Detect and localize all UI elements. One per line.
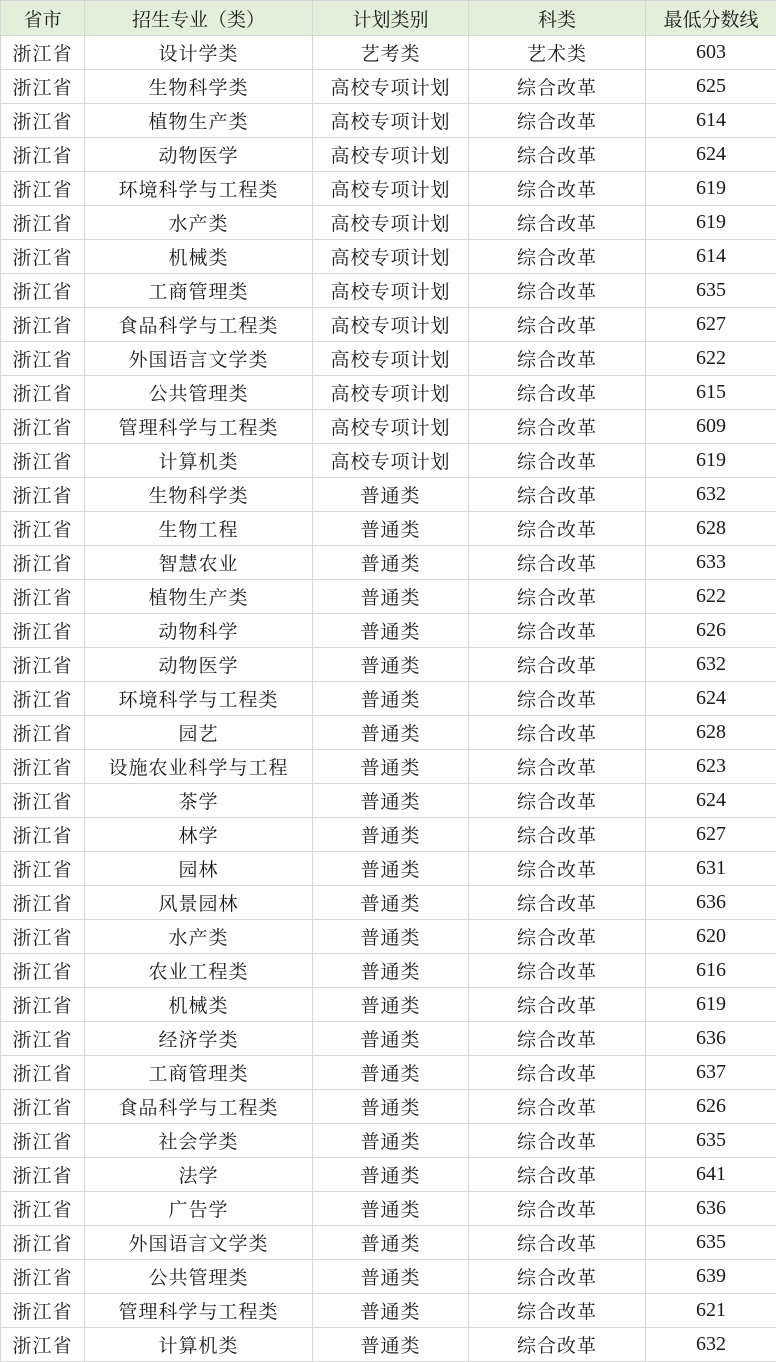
cell-min-score: 636 [646,1022,776,1056]
cell-min-score: 624 [646,138,776,172]
cell-major: 水产类 [85,206,313,240]
cell-province: 浙江省 [1,1192,85,1226]
table-header [1,1,776,36]
table-body [1,36,776,1362]
cell-province: 浙江省 [1,988,85,1022]
cell-plan-type: 普通类 [313,1192,469,1226]
cell-plan-type: 高校专项计划 [313,172,469,206]
cell-min-score: 639 [646,1260,776,1294]
cell-plan-type: 普通类 [313,1260,469,1294]
cell-major: 工商管理类 [85,1056,313,1090]
table-row [1,512,776,546]
cell-major: 工商管理类 [85,274,313,308]
cell-province: 浙江省 [1,240,85,274]
table-row [1,172,776,206]
cell-plan-type: 普通类 [313,852,469,886]
cell-province: 浙江省 [1,342,85,376]
cell-plan-type: 普通类 [313,478,469,512]
cell-major: 环境科学与工程类 [85,172,313,206]
table-row [1,1056,776,1090]
header-major: 招生专业（类） [85,1,313,36]
cell-plan-type: 普通类 [313,920,469,954]
cell-major: 计算机类 [85,444,313,478]
table-row [1,682,776,716]
cell-plan-type: 普通类 [313,512,469,546]
cell-min-score: 632 [646,1328,776,1362]
cell-major: 生物工程 [85,512,313,546]
cell-province: 浙江省 [1,1124,85,1158]
header-subject-type: 科类 [469,1,646,36]
cell-min-score: 627 [646,308,776,342]
cell-major: 农业工程类 [85,954,313,988]
cell-major: 水产类 [85,920,313,954]
cell-subject-type: 综合改革 [469,1056,646,1090]
cell-plan-type: 普通类 [313,546,469,580]
cell-plan-type: 艺考类 [313,36,469,70]
cell-subject-type: 综合改革 [469,614,646,648]
cell-plan-type: 普通类 [313,1226,469,1260]
cell-min-score: 609 [646,410,776,444]
cell-major: 机械类 [85,988,313,1022]
cell-province: 浙江省 [1,648,85,682]
cell-plan-type: 普通类 [313,954,469,988]
cell-province: 浙江省 [1,580,85,614]
table-row [1,886,776,920]
cell-plan-type: 普通类 [313,886,469,920]
cell-major: 管理科学与工程类 [85,1294,313,1328]
cell-subject-type: 综合改革 [469,1226,646,1260]
cell-province: 浙江省 [1,1260,85,1294]
cell-subject-type: 综合改革 [469,376,646,410]
cell-subject-type: 综合改革 [469,410,646,444]
cell-major: 林学 [85,818,313,852]
table-row [1,70,776,104]
cell-province: 浙江省 [1,716,85,750]
cell-min-score: 624 [646,682,776,716]
cell-plan-type: 普通类 [313,1056,469,1090]
cell-major: 动物科学 [85,614,313,648]
table-row [1,580,776,614]
cell-major: 管理科学与工程类 [85,410,313,444]
cell-major: 外国语言文学类 [85,1226,313,1260]
cell-min-score: 619 [646,206,776,240]
cell-plan-type: 高校专项计划 [313,444,469,478]
cell-province: 浙江省 [1,308,85,342]
cell-major: 广告学 [85,1192,313,1226]
table-row [1,240,776,274]
table-row [1,138,776,172]
cell-province: 浙江省 [1,1328,85,1362]
table-row [1,784,776,818]
table-row [1,274,776,308]
cell-province: 浙江省 [1,1022,85,1056]
cell-subject-type: 综合改革 [469,478,646,512]
cell-min-score: 614 [646,104,776,138]
cell-major: 生物科学类 [85,70,313,104]
cell-subject-type: 综合改革 [469,1158,646,1192]
cell-min-score: 631 [646,852,776,886]
cell-plan-type: 普通类 [313,1022,469,1056]
table-row [1,1328,776,1362]
cell-province: 浙江省 [1,1294,85,1328]
header-province: 省市 [1,1,85,36]
table-row [1,750,776,784]
cell-plan-type: 普通类 [313,716,469,750]
cell-plan-type: 普通类 [313,648,469,682]
cell-province: 浙江省 [1,512,85,546]
table-row [1,1260,776,1294]
cell-subject-type: 综合改革 [469,1090,646,1124]
cell-subject-type: 综合改革 [469,240,646,274]
cell-province: 浙江省 [1,1226,85,1260]
cell-major: 机械类 [85,240,313,274]
table-row [1,614,776,648]
cell-major: 公共管理类 [85,376,313,410]
cell-major: 公共管理类 [85,1260,313,1294]
cell-plan-type: 高校专项计划 [313,342,469,376]
cell-subject-type: 综合改革 [469,1022,646,1056]
cell-min-score: 624 [646,784,776,818]
cell-subject-type: 综合改革 [469,818,646,852]
table-row [1,920,776,954]
cell-subject-type: 综合改革 [469,1124,646,1158]
cell-province: 浙江省 [1,410,85,444]
cell-province: 浙江省 [1,172,85,206]
table-row [1,648,776,682]
cell-plan-type: 高校专项计划 [313,240,469,274]
cell-subject-type: 综合改革 [469,546,646,580]
cell-major: 风景园林 [85,886,313,920]
table-row [1,104,776,138]
cell-plan-type: 高校专项计划 [313,410,469,444]
cell-province: 浙江省 [1,682,85,716]
cell-subject-type: 综合改革 [469,682,646,716]
cell-subject-type: 艺术类 [469,36,646,70]
cell-province: 浙江省 [1,70,85,104]
cell-subject-type: 综合改革 [469,716,646,750]
cell-province: 浙江省 [1,274,85,308]
cell-major: 园艺 [85,716,313,750]
cell-major: 设计学类 [85,36,313,70]
cell-province: 浙江省 [1,1158,85,1192]
cell-major: 植物生产类 [85,580,313,614]
cell-subject-type: 综合改革 [469,342,646,376]
cell-plan-type: 普通类 [313,1124,469,1158]
table-row [1,852,776,886]
cell-province: 浙江省 [1,138,85,172]
cell-major: 动物医学 [85,648,313,682]
cell-plan-type: 普通类 [313,1158,469,1192]
cell-subject-type: 综合改革 [469,580,646,614]
header-row [1,1,776,36]
cell-subject-type: 综合改革 [469,852,646,886]
cell-plan-type: 普通类 [313,682,469,716]
cell-province: 浙江省 [1,784,85,818]
cell-min-score: 628 [646,716,776,750]
cell-plan-type: 高校专项计划 [313,138,469,172]
table-row [1,36,776,70]
cell-subject-type: 综合改革 [469,104,646,138]
cell-major: 生物科学类 [85,478,313,512]
cell-subject-type: 综合改革 [469,70,646,104]
cell-plan-type: 普通类 [313,784,469,818]
cell-major: 社会学类 [85,1124,313,1158]
cell-subject-type: 综合改革 [469,988,646,1022]
cell-min-score: 625 [646,70,776,104]
table-row [1,818,776,852]
cell-plan-type: 普通类 [313,818,469,852]
cell-province: 浙江省 [1,614,85,648]
cell-min-score: 641 [646,1158,776,1192]
cell-subject-type: 综合改革 [469,274,646,308]
header-min-score: 最低分数线 [646,1,776,36]
cell-major: 法学 [85,1158,313,1192]
cell-subject-type: 综合改革 [469,784,646,818]
cell-min-score: 623 [646,750,776,784]
cell-subject-type: 综合改革 [469,444,646,478]
table-row [1,206,776,240]
cell-subject-type: 综合改革 [469,172,646,206]
table-row [1,1158,776,1192]
cell-major: 食品科学与工程类 [85,308,313,342]
cell-subject-type: 综合改革 [469,920,646,954]
cell-min-score: 616 [646,954,776,988]
table-row [1,1192,776,1226]
cell-province: 浙江省 [1,852,85,886]
cell-plan-type: 高校专项计划 [313,376,469,410]
cell-subject-type: 综合改革 [469,1260,646,1294]
cell-subject-type: 综合改革 [469,750,646,784]
cell-province: 浙江省 [1,886,85,920]
table-row [1,1294,776,1328]
cell-plan-type: 普通类 [313,1090,469,1124]
cell-subject-type: 综合改革 [469,138,646,172]
cell-major: 智慧农业 [85,546,313,580]
table-row [1,1124,776,1158]
cell-min-score: 632 [646,648,776,682]
cell-province: 浙江省 [1,376,85,410]
table-row [1,1090,776,1124]
cell-subject-type: 综合改革 [469,1192,646,1226]
cell-min-score: 619 [646,172,776,206]
cell-min-score: 621 [646,1294,776,1328]
cell-plan-type: 普通类 [313,988,469,1022]
cell-min-score: 635 [646,1226,776,1260]
cell-min-score: 632 [646,478,776,512]
cell-min-score: 622 [646,580,776,614]
cell-min-score: 620 [646,920,776,954]
cell-min-score: 614 [646,240,776,274]
cell-min-score: 637 [646,1056,776,1090]
cell-subject-type: 综合改革 [469,648,646,682]
cell-province: 浙江省 [1,444,85,478]
cell-min-score: 627 [646,818,776,852]
cell-province: 浙江省 [1,954,85,988]
cell-subject-type: 综合改革 [469,954,646,988]
table-row [1,376,776,410]
cell-province: 浙江省 [1,920,85,954]
cell-subject-type: 综合改革 [469,1328,646,1362]
cell-major: 计算机类 [85,1328,313,1362]
cell-province: 浙江省 [1,546,85,580]
cell-subject-type: 综合改革 [469,512,646,546]
table-row [1,308,776,342]
cell-major: 动物医学 [85,138,313,172]
cell-min-score: 626 [646,614,776,648]
cell-min-score: 619 [646,444,776,478]
cell-major: 经济学类 [85,1022,313,1056]
cell-province: 浙江省 [1,104,85,138]
cell-province: 浙江省 [1,206,85,240]
table-row [1,1226,776,1260]
cell-min-score: 622 [646,342,776,376]
cell-province: 浙江省 [1,750,85,784]
cell-plan-type: 普通类 [313,1294,469,1328]
cell-major: 植物生产类 [85,104,313,138]
table-row [1,1022,776,1056]
cell-plan-type: 普通类 [313,614,469,648]
table-row [1,478,776,512]
cell-province: 浙江省 [1,1090,85,1124]
header-plan-type: 计划类别 [313,1,469,36]
cell-plan-type: 普通类 [313,1328,469,1362]
cell-min-score: 619 [646,988,776,1022]
cell-min-score: 633 [646,546,776,580]
cell-major: 茶学 [85,784,313,818]
cell-major: 食品科学与工程类 [85,1090,313,1124]
cell-min-score: 615 [646,376,776,410]
cell-major: 环境科学与工程类 [85,682,313,716]
cell-min-score: 603 [646,36,776,70]
table-row [1,444,776,478]
cell-min-score: 635 [646,1124,776,1158]
cell-province: 浙江省 [1,818,85,852]
table-row [1,716,776,750]
cell-province: 浙江省 [1,36,85,70]
cell-min-score: 626 [646,1090,776,1124]
cell-subject-type: 综合改革 [469,886,646,920]
table-row [1,546,776,580]
cell-major: 设施农业科学与工程 [85,750,313,784]
cell-min-score: 635 [646,274,776,308]
cell-plan-type: 高校专项计划 [313,308,469,342]
cell-plan-type: 高校专项计划 [313,70,469,104]
table-row [1,988,776,1022]
cell-min-score: 636 [646,1192,776,1226]
cell-plan-type: 高校专项计划 [313,274,469,308]
table-row [1,410,776,444]
cell-plan-type: 高校专项计划 [313,206,469,240]
cell-major: 外国语言文学类 [85,342,313,376]
table-row [1,954,776,988]
cell-plan-type: 高校专项计划 [313,104,469,138]
table-row [1,342,776,376]
cell-plan-type: 普通类 [313,580,469,614]
cell-plan-type: 普通类 [313,750,469,784]
cell-subject-type: 综合改革 [469,1294,646,1328]
cell-province: 浙江省 [1,478,85,512]
cell-min-score: 636 [646,886,776,920]
cell-min-score: 628 [646,512,776,546]
cell-province: 浙江省 [1,1056,85,1090]
cell-subject-type: 综合改革 [469,206,646,240]
cell-major: 园林 [85,852,313,886]
cell-subject-type: 综合改革 [469,308,646,342]
